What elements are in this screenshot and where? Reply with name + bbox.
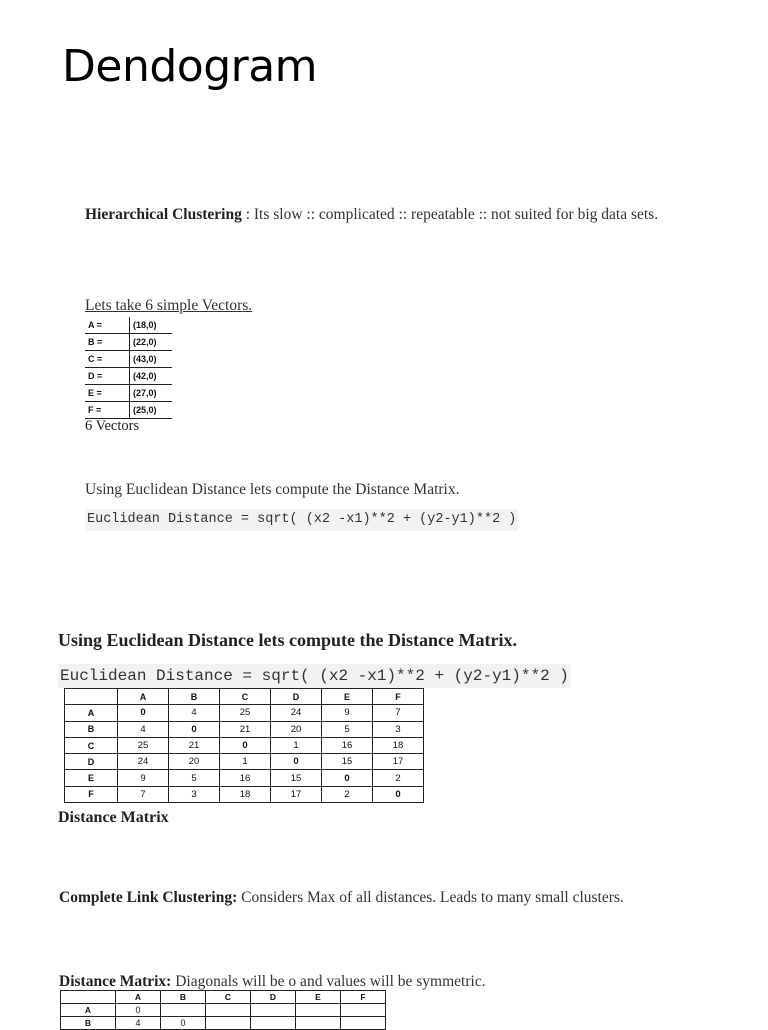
matrix-cell — [161, 1004, 206, 1017]
matrix-cell: 2 — [322, 786, 373, 802]
vector-row — [85, 317, 172, 334]
matrix-row — [65, 786, 424, 802]
matrix-cell — [206, 1017, 251, 1030]
vector-name: E = — [85, 385, 130, 402]
vector-value: (25,0) — [130, 402, 173, 419]
matrix-cell: 24 — [118, 754, 169, 770]
page-title: Dendogram — [62, 41, 318, 92]
matrix-column-header: B — [161, 991, 206, 1004]
matrix-cell: 25 — [220, 705, 271, 721]
matrix-cell: 0 — [161, 1017, 206, 1030]
matrix-cell: 20 — [271, 721, 322, 737]
matrix-cell: 0 — [271, 754, 322, 770]
matrix-cell: 3 — [169, 786, 220, 802]
matrix-cell: 4 — [118, 721, 169, 737]
vector-row — [85, 368, 172, 385]
vector-row — [85, 351, 172, 368]
matrix-cell: 3 — [373, 721, 424, 737]
matrix-row-header: D — [65, 754, 118, 770]
matrix-corner-cell — [61, 991, 116, 1004]
matrix-corner-cell — [65, 689, 118, 705]
matrix-column-header: A — [116, 991, 161, 1004]
matrix-cell: 9 — [118, 770, 169, 786]
matrix-row-header: C — [65, 737, 118, 753]
matrix-cell: 17 — [271, 786, 322, 802]
complete-link-term: Complete Link Clustering: — [59, 889, 238, 906]
matrix-cell: 18 — [220, 786, 271, 802]
vectors-intro: Lets take 6 simple Vectors. — [85, 297, 253, 314]
matrix-column-header: A — [118, 689, 169, 705]
matrix-row-header: B — [61, 1017, 116, 1030]
vector-name: B = — [85, 334, 130, 351]
vector-name: F = — [85, 402, 130, 419]
matrix-header-row — [61, 991, 386, 1004]
matrix-cell: 21 — [169, 737, 220, 753]
matrix-cell: 16 — [322, 737, 373, 753]
matrix-cell: 9 — [322, 705, 373, 721]
euclid-text-large: Using Euclidean Distance lets compute the Distance Matrix. — [58, 630, 517, 650]
matrix-cell — [296, 1004, 341, 1017]
matrix-cell: 17 — [373, 754, 424, 770]
matrix-cell: 0 — [322, 770, 373, 786]
matrix-row-header: A — [65, 705, 118, 721]
matrix-cell — [341, 1004, 386, 1017]
matrix-cell: 15 — [322, 754, 373, 770]
matrix-row — [61, 1004, 386, 1017]
matrix-cell: 4 — [169, 705, 220, 721]
matrix-column-header: C — [206, 991, 251, 1004]
matrix-cell: 0 — [118, 705, 169, 721]
matrix-row — [65, 754, 424, 770]
vector-name: A = — [85, 317, 130, 334]
matrix-column-header: F — [341, 991, 386, 1004]
matrix-cell — [296, 1017, 341, 1030]
diagonal-note-term: Distance Matrix: — [59, 973, 172, 990]
vector-row — [85, 385, 172, 402]
intro-term: Hierarchical Clustering — [85, 206, 242, 223]
matrix-row-header: F — [65, 786, 118, 802]
vector-name: D = — [85, 368, 130, 385]
matrix-cell — [341, 1017, 386, 1030]
distance-matrix-table — [64, 688, 424, 803]
intro-text: : Its slow :: complicated :: repeatable :: not suited for big data sets. — [241, 206, 659, 223]
matrix-cell — [251, 1004, 296, 1017]
matrix-cell: 25 — [118, 737, 169, 753]
matrix-cell: 16 — [220, 770, 271, 786]
matrix-cell: 4 — [116, 1017, 161, 1030]
distance-matrix-caption: Distance Matrix — [58, 809, 169, 826]
euclid-text-small: Using Euclidean Distance lets compute the Distance Matrix. — [85, 481, 460, 498]
matrix-cell: 5 — [322, 721, 373, 737]
matrix-cell — [251, 1017, 296, 1030]
matrix-cell: 7 — [373, 705, 424, 721]
matrix-row-header: B — [65, 721, 118, 737]
vector-name: C = — [85, 351, 130, 368]
matrix-cell: 24 — [271, 705, 322, 721]
matrix-row-header: E — [65, 770, 118, 786]
vectors-caption: 6 Vectors — [85, 418, 140, 434]
euclid-formula-small: Euclidean Distance = sqrt( (x2 -x1)**2 + (y2-y1)**2 ) — [85, 509, 518, 531]
matrix-cell: 0 — [373, 786, 424, 802]
matrix-cell: 15 — [271, 770, 322, 786]
matrix-column-header: C — [220, 689, 271, 705]
vector-value: (43,0) — [130, 351, 173, 368]
vector-value: (42,0) — [130, 368, 173, 385]
matrix-column-header: B — [169, 689, 220, 705]
matrix-cell — [206, 1004, 251, 1017]
matrix-cell: 20 — [169, 754, 220, 770]
matrix-cell: 1 — [271, 737, 322, 753]
matrix-column-header: E — [322, 689, 373, 705]
matrix-cell: 7 — [118, 786, 169, 802]
matrix-row — [65, 721, 424, 737]
euclid-formula-large: Euclidean Distance = sqrt( (x2 -x1)**2 + (y2-y1)**2 ) — [58, 664, 571, 688]
vectors-table — [85, 317, 172, 419]
matrix-row — [61, 1017, 386, 1030]
matrix-column-header: D — [271, 689, 322, 705]
vector-value: (27,0) — [130, 385, 173, 402]
matrix-cell: 2 — [373, 770, 424, 786]
matrix-column-header: E — [296, 991, 341, 1004]
matrix-column-header: F — [373, 689, 424, 705]
matrix-cell: 0 — [220, 737, 271, 753]
complete-link-paragraph — [59, 884, 699, 912]
matrix-cell: 18 — [373, 737, 424, 753]
matrix-cell: 1 — [220, 754, 271, 770]
complete-link-text: Considers Max of all distances. Leads to many small clusters. — [237, 889, 624, 906]
matrix-cell: 5 — [169, 770, 220, 786]
matrix-row — [65, 705, 424, 721]
vector-row — [85, 334, 172, 351]
matrix-header-row — [65, 689, 424, 705]
matrix-cell: 21 — [220, 721, 271, 737]
matrix-cell: 0 — [116, 1004, 161, 1017]
vector-row — [85, 402, 172, 419]
vector-value: (18,0) — [130, 317, 173, 334]
matrix-row — [65, 770, 424, 786]
second-matrix-table — [60, 990, 386, 1030]
matrix-cell: 0 — [169, 721, 220, 737]
vector-value: (22,0) — [130, 334, 173, 351]
matrix-column-header: D — [251, 991, 296, 1004]
matrix-row — [65, 737, 424, 753]
intro-paragraph — [85, 200, 685, 230]
diagonal-note-text: Diagonals will be o and values will be symmetric. — [171, 973, 486, 990]
matrix-row-header: A — [61, 1004, 116, 1017]
